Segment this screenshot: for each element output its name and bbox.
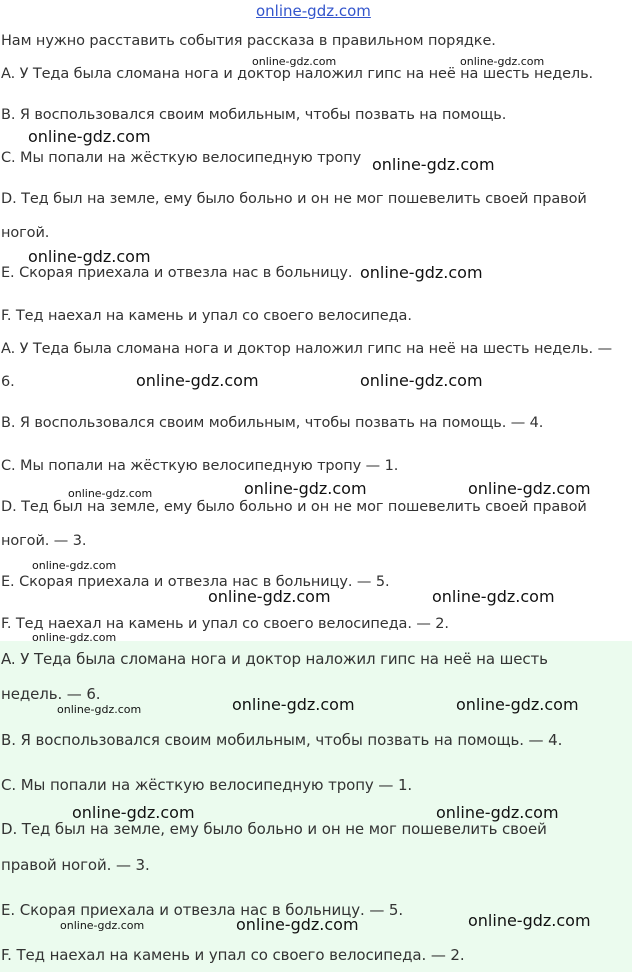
watermark: online-gdz.com xyxy=(432,587,555,606)
watermark: online-gdz.com xyxy=(28,127,151,146)
event-e: E. Скорая приехала и отвезла нас в больницу. xyxy=(1,265,353,281)
event-d-line1: D. Тед был на земле, ему было больно и он не мог пошевелить своей правой xyxy=(1,191,587,207)
final-answer-c: C. Мы попали на жёсткую велосипедную тропу — 1. xyxy=(1,776,413,794)
watermark: online-gdz.com xyxy=(468,479,591,498)
final-answer-a-line2: недель. — 6. xyxy=(1,685,101,703)
final-answer-f: F. Тед наехал на камень и упал со своего велосипеда. — 2. xyxy=(1,946,465,964)
answer-f: F. Тед наехал на камень и упал со своего велосипеда. — 2. xyxy=(1,616,449,632)
event-b: B. Я воспользовался своим мобильным, чтобы позвать на помощь. xyxy=(1,107,507,123)
answer-d-line2: ногой. — 3. xyxy=(1,533,87,549)
watermark: online-gdz.com xyxy=(360,263,483,282)
watermark: online-gdz.com xyxy=(28,247,151,266)
answer-e: E. Скорая приехала и отвезла нас в больницу. — 5. xyxy=(1,574,390,590)
watermark: online-gdz.com xyxy=(57,703,142,716)
final-answer-b: B. Я воспользовался своим мобильным, чтобы позвать на помощь. — 4. xyxy=(1,731,563,749)
watermark: online-gdz.com xyxy=(68,487,153,500)
event-a: A. У Теда была сломана нога и доктор наложил гипс на неё на шесть недель. xyxy=(1,66,594,82)
watermark: online-gdz.com xyxy=(244,479,367,498)
watermark: online-gdz.com xyxy=(32,631,117,644)
answer-a-line1: A. У Теда была сломана нога и доктор наложил гипс на неё на шесть недель. — xyxy=(1,341,612,357)
watermark: online-gdz.com xyxy=(460,55,545,68)
watermark: online-gdz.com xyxy=(236,915,359,934)
watermark: online-gdz.com xyxy=(60,919,145,932)
watermark: online-gdz.com xyxy=(208,587,331,606)
intro-text: Нам нужно расставить события рассказа в правильном порядке. xyxy=(1,33,496,49)
watermark: online-gdz.com xyxy=(468,911,591,930)
final-answer-d-line1: D. Тед был на земле, ему было больно и он не мог пошевелить своей xyxy=(1,820,547,838)
watermark: online-gdz.com xyxy=(252,55,337,68)
watermark: online-gdz.com xyxy=(360,371,483,390)
answer-c: C. Мы попали на жёсткую велосипедную тропу — 1. xyxy=(1,458,399,474)
watermark: online-gdz.com xyxy=(372,155,495,174)
answer-a-line2: 6. xyxy=(1,374,15,390)
watermark: online-gdz.com xyxy=(72,803,195,822)
watermark: online-gdz.com xyxy=(436,803,559,822)
answer-b: B. Я воспользовался своим мобильным, чтобы позвать на помощь. — 4. xyxy=(1,415,544,431)
final-answer-a-line1: A. У Теда была сломана нога и доктор наложил гипс на неё на шесть xyxy=(1,650,548,668)
watermark: online-gdz.com xyxy=(456,695,579,714)
event-d-line2: ногой. xyxy=(1,225,50,241)
watermark: online-gdz.com xyxy=(136,371,259,390)
answer-d-line1: D. Тед был на земле, ему было больно и он не мог пошевелить своей правой xyxy=(1,499,587,515)
event-c: C. Мы попали на жёсткую велосипедную тропу xyxy=(1,150,362,166)
final-answer-d-line2: правой ногой. — 3. xyxy=(1,856,150,874)
watermark: online-gdz.com xyxy=(32,559,117,572)
final-answer-e: E. Скорая приехала и отвезла нас в больницу. — 5. xyxy=(1,901,404,919)
site-link[interactable]: online-gdz.com xyxy=(256,2,371,20)
event-f: F. Тед наехал на камень и упал со своего велосипеда. xyxy=(1,308,412,324)
watermark: online-gdz.com xyxy=(232,695,355,714)
